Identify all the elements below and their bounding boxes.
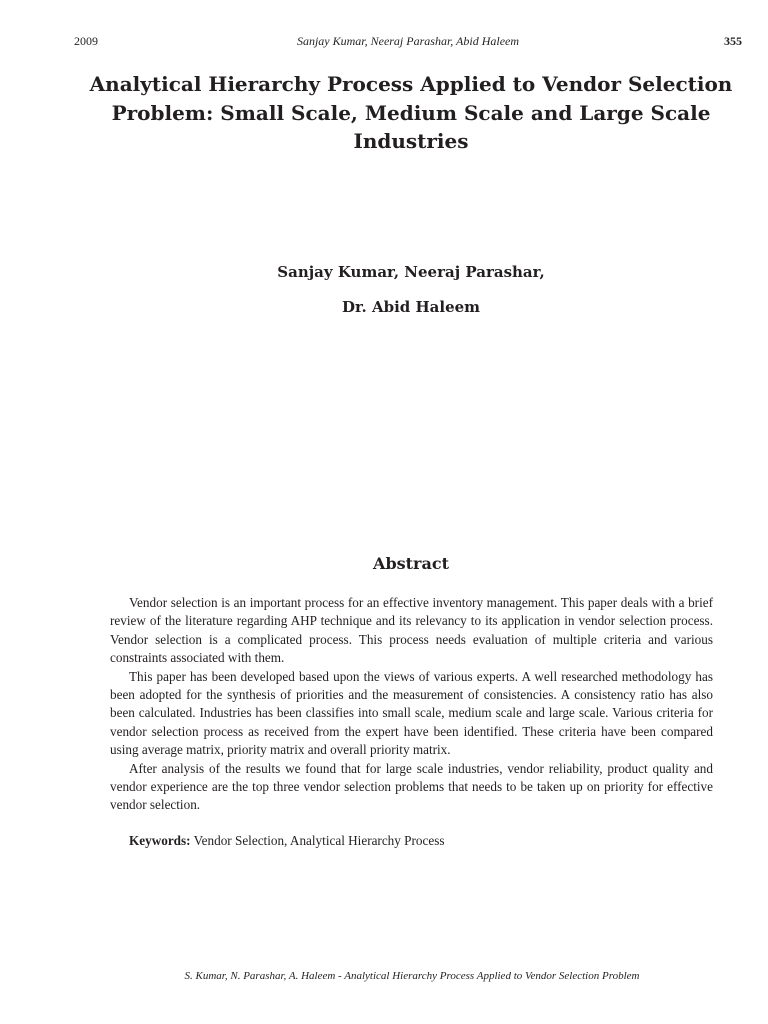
abstract-heading: Abstract bbox=[373, 554, 449, 573]
author-line-1: Sanjay Kumar, Neeraj Parashar, bbox=[277, 263, 545, 281]
running-footer: S. Kumar, N. Parashar, A. Haleem - Analytical Hierarchy Process Applied to Vendor Selection Problem bbox=[184, 970, 640, 982]
abstract-paragraph-3: After analysis of the results we found that for large scale industries, vendor reliability, product quality and vendor experience are the top three vendor selection problems that needs to be taken up on priority for effective vendor selection. bbox=[110, 760, 713, 813]
keywords-label: Keywords: bbox=[129, 833, 191, 848]
abstract-paragraph-1: Vendor selection is an important process for an effective inventory management. This paper deals with a brief review of the literature regarding AHP technique and its relevancy to its application in vendor selection process. Vendor selection is a complicated process. This process needs evaluation of multiple criteria and various constraints associated with them. bbox=[110, 595, 713, 666]
author-line-2: Dr. Abid Haleem bbox=[341, 298, 481, 316]
abstract-body bbox=[110, 594, 713, 815]
header-year: 2009 bbox=[74, 34, 98, 48]
keywords bbox=[129, 832, 719, 850]
running-header bbox=[74, 34, 742, 50]
page-number: 355 bbox=[724, 34, 742, 48]
header-authors: Sanjay Kumar, Neeraj Parashar, Abid Haleem bbox=[296, 34, 520, 48]
keywords-value: Vendor Selection, Analytical Hierarchy Process bbox=[190, 833, 445, 848]
abstract-paragraph-2: This paper has been developed based upon the views of various experts. A well researched methodology has been adopted for the synthesis of priorities and the measurement of consistencies. A consistency ratio has also been calculated. Industries has been classifies into small scale, medium scale and large scale. Various criteria for vendor selection process as received from the expert have been identified. These criteria have been compared using average matrix, priority matrix and overall priority matrix. bbox=[110, 668, 713, 758]
paper-title: Analytical Hierarchy Process Applied to Vendor Selection Problem: Small Scale, Medium Scale and Large Scale Industries bbox=[89, 72, 733, 153]
